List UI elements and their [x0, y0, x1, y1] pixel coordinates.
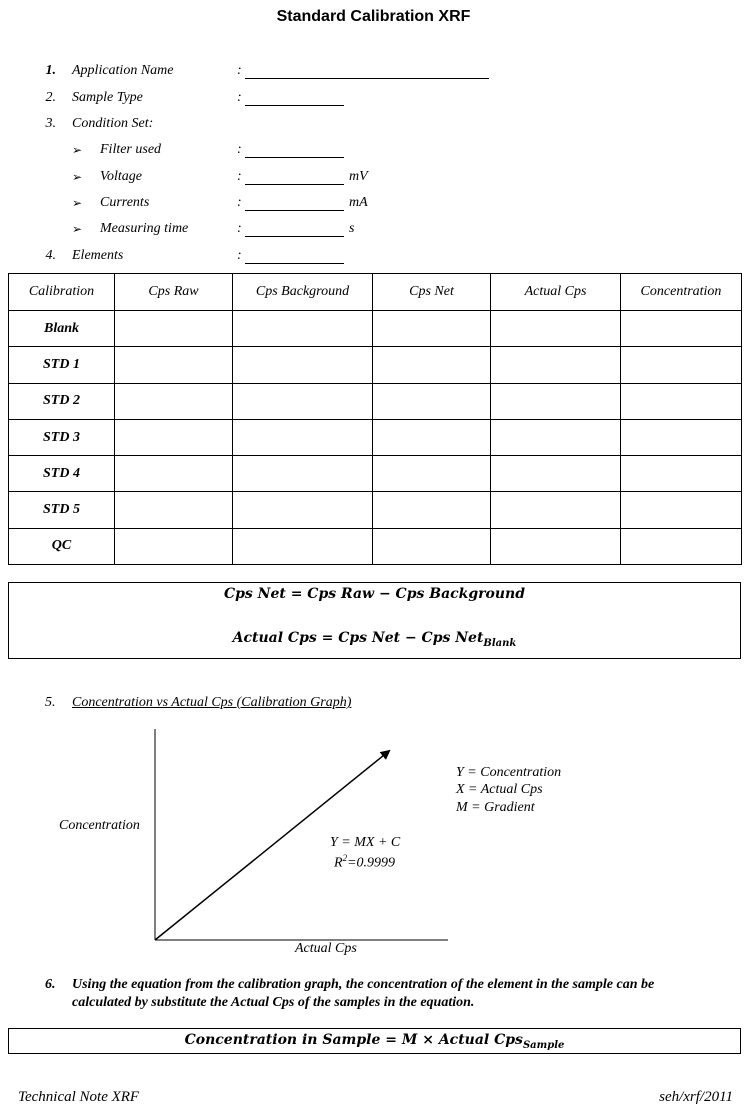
table-cell[interactable]	[233, 347, 373, 383]
table-row	[9, 528, 742, 564]
table-cell[interactable]	[115, 456, 233, 492]
colon: :	[237, 63, 242, 78]
table-cell[interactable]	[621, 347, 742, 383]
table-cell[interactable]	[115, 347, 233, 383]
currents-label: Currents	[100, 195, 150, 210]
y-axis-label: Concentration	[59, 818, 140, 833]
colon: :	[237, 248, 242, 263]
item-number-2: 2.	[45, 90, 56, 105]
concentration-formula-box	[8, 1028, 741, 1054]
row-label: QC	[9, 528, 115, 564]
colon: :	[237, 169, 242, 184]
row-label: STD 5	[9, 492, 115, 528]
table-cell[interactable]	[233, 528, 373, 564]
concentration-formula-sub: Sample	[522, 1039, 565, 1051]
table-cell[interactable]	[373, 419, 491, 455]
actual-cps-formula-main: Actual Cps = Cps Net − Cps Net	[232, 630, 484, 646]
table-cell[interactable]	[621, 456, 742, 492]
table-cell[interactable]	[115, 528, 233, 564]
measuring-time-label: Measuring time	[100, 221, 189, 236]
table-cell[interactable]	[233, 419, 373, 455]
filter-used-field[interactable]	[245, 157, 344, 158]
column-header: Cps Net	[373, 274, 491, 311]
table-cell[interactable]	[621, 419, 742, 455]
formula-box	[8, 582, 741, 659]
row-label: STD 1	[9, 347, 115, 383]
row-label: Blank	[9, 311, 115, 347]
table-cell[interactable]	[491, 492, 621, 528]
legend-m: M = Gradient	[456, 800, 535, 815]
table-cell[interactable]	[233, 456, 373, 492]
item-number-3: 3.	[45, 116, 56, 131]
column-header: Cps Raw	[115, 274, 233, 311]
voltage-label: Voltage	[100, 169, 142, 184]
table-cell[interactable]	[115, 383, 233, 419]
table-cell[interactable]	[373, 492, 491, 528]
filter-used-label: Filter used	[100, 142, 162, 157]
r-squared	[334, 853, 395, 872]
item-number-4: 4.	[45, 248, 56, 263]
table-cell[interactable]	[491, 419, 621, 455]
item-number-1: 1.	[45, 63, 56, 78]
table-row	[9, 456, 742, 492]
table-row	[9, 492, 742, 528]
calibration-graph	[150, 725, 455, 947]
column-header: Actual Cps	[491, 274, 621, 311]
table-cell[interactable]	[621, 492, 742, 528]
concentration-formula	[9, 1032, 740, 1051]
elements-label: Elements	[72, 248, 124, 263]
table-cell[interactable]	[115, 419, 233, 455]
section5-heading: Concentration vs Actual Cps (Calibration Graph)	[72, 695, 352, 710]
table-cell[interactable]	[373, 456, 491, 492]
table-cell[interactable]	[233, 492, 373, 528]
table-cell[interactable]	[621, 383, 742, 419]
table-row	[9, 383, 742, 419]
section6-line2: calculated by substitute the Actual Cps of the samples in the equation.	[72, 995, 475, 1010]
sample-type-label: Sample Type	[72, 90, 143, 105]
row-label: STD 3	[9, 419, 115, 455]
row-label: STD 4	[9, 456, 115, 492]
elements-field[interactable]	[245, 263, 344, 264]
table-cell[interactable]	[115, 311, 233, 347]
concentration-formula-main: Concentration in Sample = M × Actual Cps	[184, 1032, 523, 1048]
table-cell[interactable]	[233, 311, 373, 347]
table-row	[9, 419, 742, 455]
table-cell[interactable]	[233, 383, 373, 419]
colon: :	[237, 142, 242, 157]
table-cell[interactable]	[373, 528, 491, 564]
table-cell[interactable]	[115, 492, 233, 528]
column-header: Calibration	[9, 274, 115, 311]
table-cell[interactable]	[491, 311, 621, 347]
arrow-bullet-icon: ➢	[72, 143, 83, 157]
r-squared-sup: 2	[342, 853, 348, 863]
application-name-field[interactable]	[245, 78, 489, 79]
application-name-label: Application Name	[72, 63, 174, 78]
currents-unit: mA	[349, 195, 368, 210]
row-label: STD 2	[9, 383, 115, 419]
table-cell[interactable]	[491, 456, 621, 492]
arrow-bullet-icon: ➢	[72, 222, 83, 236]
x-axis-label: Actual Cps	[295, 941, 357, 956]
table-row	[9, 347, 742, 383]
measuring-time-unit: s	[349, 221, 355, 236]
footer-right: seh/xrf/2011	[659, 1089, 733, 1105]
voltage-field[interactable]	[245, 184, 344, 185]
table-cell[interactable]	[373, 347, 491, 383]
r-squared-value: =0.9999	[347, 855, 396, 871]
colon: :	[237, 195, 242, 210]
actual-cps-formula	[9, 630, 740, 649]
arrow-bullet-icon: ➢	[72, 170, 83, 184]
currents-field[interactable]	[245, 210, 344, 211]
condition-set-label: Condition Set:	[72, 116, 154, 131]
legend-x: X = Actual Cps	[456, 782, 543, 797]
section6-line1: Using the equation from the calibration graph, the concentration of the element in the sample can be	[72, 977, 655, 992]
voltage-unit: mV	[349, 169, 368, 184]
table-cell[interactable]	[491, 347, 621, 383]
calibration-table	[8, 273, 742, 565]
r-squared-prefix: R	[334, 855, 343, 871]
table-cell[interactable]	[621, 528, 742, 564]
footer-left: Technical Note XRF	[18, 1089, 140, 1105]
sample-type-field[interactable]	[245, 105, 344, 106]
column-header: Concentration	[621, 274, 742, 311]
legend-y: Y = Concentration	[456, 765, 562, 780]
table-cell[interactable]	[491, 383, 621, 419]
regression-equation: Y = MX + C	[330, 835, 401, 850]
table-cell[interactable]	[373, 383, 491, 419]
table-cell[interactable]	[621, 311, 742, 347]
table-row	[9, 311, 742, 347]
arrow-bullet-icon: ➢	[72, 196, 83, 210]
column-header: Cps Background	[233, 274, 373, 311]
colon: :	[237, 221, 242, 236]
item-number-5: 5.	[45, 695, 56, 710]
page-title: Standard Calibration XRF	[276, 8, 471, 25]
table-header-row	[9, 274, 742, 311]
cps-net-formula: Cps Net = Cps Raw − Cps Background	[223, 586, 526, 602]
measuring-time-field[interactable]	[245, 236, 344, 237]
item-number-6: 6.	[45, 977, 56, 992]
table-cell[interactable]	[491, 528, 621, 564]
colon: :	[237, 90, 242, 105]
actual-cps-formula-sub: Blank	[483, 637, 517, 649]
table-cell[interactable]	[373, 311, 491, 347]
